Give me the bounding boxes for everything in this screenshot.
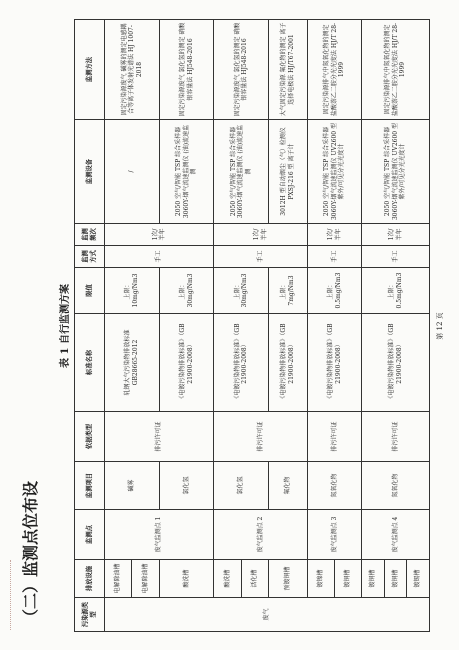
cell-frequency: 1次/半年 — [362, 224, 430, 246]
cell-facility: 镀锡槽 — [407, 560, 430, 598]
cell-facility: 预镀铜槽 — [269, 560, 308, 598]
cell-standard: 轧钢大气污染物排放标准 GB28665-2012 — [105, 314, 160, 412]
table-row — [362, 20, 385, 632]
cell-facility: 镀铜槽 — [384, 560, 407, 598]
cell-facility: 电解除油槽 — [132, 560, 159, 598]
cell-facility: 镀铜槽 — [362, 560, 385, 598]
cell-basis: 排污许可证 — [105, 412, 214, 462]
cell-method: 大气固定污染源 氟化物的测定 离子选择电极法 HJ/T67-2001 — [269, 20, 308, 120]
cell-method: 固定污染源排气中氮氧化物的测定 盐酸萘乙二胺分光光度法 HJ/T 28-1999 — [307, 20, 362, 120]
cell-limit: 上限：10mg/Nm3 — [105, 268, 160, 314]
monitoring-plan-table — [74, 19, 430, 632]
col-header-source-type: 污染源类型 — [75, 598, 105, 632]
cell-equipment: 2050 空气/智能 TSP 综合采样器 3060Y-烟气流速监测仪 (油)流速监测 — [214, 120, 269, 224]
cell-standard: 《电镀污染物排放标准》（GB 21900-2008） — [307, 314, 362, 412]
cell-limit: 上限：30mg/Nm3 — [214, 268, 269, 314]
cell-facility: 酸洗槽 — [159, 560, 214, 598]
cell-standard: 《电镀污染物排放标准》（GB 21900-2008） — [214, 314, 269, 412]
cell-facility: 活化槽 — [241, 560, 268, 598]
table-caption: 表 1 自行监测方案 — [60, 284, 71, 368]
col-header-frequency: 监测频次 — [75, 224, 105, 246]
cell-facility: 酸洗槽 — [214, 560, 241, 598]
cell-equipment: 2050 空气/智能 TSP 综合采样器 3060Y-烟气流速监测仪 UV2600 型 紫外/可见分光光度计 — [362, 120, 430, 224]
cell-point: 废气监测点 3 — [307, 510, 362, 560]
section-heading: （二）监测点位布设 — [21, 480, 40, 625]
cell-item: 氯化氢 — [159, 462, 214, 510]
cell-source-type: 废气 — [105, 598, 430, 632]
cell-limit: 上限：0.5mg/Nm3 — [362, 268, 430, 314]
col-header-equipment: 监测设备 — [75, 120, 105, 224]
cell-mode: 手工 — [214, 246, 307, 268]
col-header-method: 监测方法 — [75, 20, 105, 120]
col-header-mode: 监测方式 — [75, 246, 105, 268]
cell-mode: 手工 — [362, 246, 430, 268]
cell-item: 氮氧化物 — [362, 462, 430, 510]
cell-frequency: 1次/半年 — [307, 224, 362, 246]
cell-standard: 《电镀污染物排放标准》（GB 21900-2008） — [269, 314, 308, 412]
cell-standard: 《电镀污染物排放标准》（GB 21900-2008） — [362, 314, 430, 412]
cell-point: 废气监测点 1 — [105, 510, 214, 560]
cell-limit: 上限：30mg/Nm3 — [159, 268, 214, 314]
cell-method: 固定污染源排气中氮氧化物的测定 盐酸萘乙二胺分光光度法 HJ/T 28-1999 — [362, 20, 430, 120]
cell-point: 废气监测点 4 — [362, 510, 430, 560]
col-header-basis: 依据类型 — [75, 412, 105, 462]
cell-basis: 排污许可证 — [362, 412, 430, 462]
col-header-point: 监测点 — [75, 510, 105, 560]
cell-facility: 镀铜槽 — [335, 560, 362, 598]
rotated-table-page — [58, 20, 448, 632]
cell-point: 废气监测点 2 — [214, 510, 307, 560]
cell-facility: 镀镍槽 — [307, 560, 334, 598]
table-row — [307, 20, 334, 632]
cell-basis: 排污许可证 — [307, 412, 362, 462]
cell-limit: 上限：0.5mg/Nm3 — [307, 268, 362, 314]
cell-method: 固定污染源废气 氯化氢的测定 硝酸银容量法 HJ548-2016 — [159, 20, 214, 120]
col-header-facility: 排放设施 — [75, 560, 105, 598]
cell-item: 氮氧化物 — [307, 462, 362, 510]
cell-method: 固定污染源废气 碱雾的测定电感耦合等离子体发射光谱法 HJ 1007-2018 — [105, 20, 160, 120]
table-header-row — [75, 20, 105, 632]
cell-item: 氟化物 — [269, 462, 308, 510]
cell-equipment: 2050 空气/智能 TSP 综合采样器 3060Y-烟气流速监测仪 (油)流速监测 — [159, 120, 214, 224]
cell-method: 固定污染源废气 氯化氢的测定 硝酸银容量法 HJ548-2016 — [214, 20, 269, 120]
page-number: 第 12 页 — [436, 312, 444, 340]
cell-mode: 手工 — [307, 246, 362, 268]
table-row — [105, 20, 132, 632]
cell-item: 氯化氢 — [214, 462, 269, 510]
scan-edge-mark — [10, 560, 17, 630]
col-header-standard: 标准名称 — [75, 314, 105, 412]
cell-limit: 上限：7mg/Nm3 — [269, 268, 308, 314]
cell-facility: 电解除油槽 — [105, 560, 132, 598]
cell-standard: 《电镀污染物排放标准》（GB 21900-2008） — [159, 314, 214, 412]
cell-equipment: 2050 空气/智能 TSP 综合采样器 3060Y-烟气流速监测仪 UV2600 型 紫外/可见分光光度计 — [307, 120, 362, 224]
cell-equipment: / — [105, 120, 160, 224]
cell-mode: 手工 — [105, 246, 214, 268]
cell-basis: 排污许可证 — [214, 412, 307, 462]
col-header-limit: 限值 — [75, 268, 105, 314]
cell-item: 碱雾 — [105, 462, 160, 510]
cell-frequency: 1次/半年 — [105, 224, 214, 246]
cell-frequency: 1次/半年 — [214, 224, 307, 246]
table-row — [214, 20, 241, 632]
col-header-item: 监测项目 — [75, 462, 105, 510]
cell-equipment: 3012H 型自动烟尘（气）检测仪 PXSJ-216 型 离子计 — [269, 120, 308, 224]
